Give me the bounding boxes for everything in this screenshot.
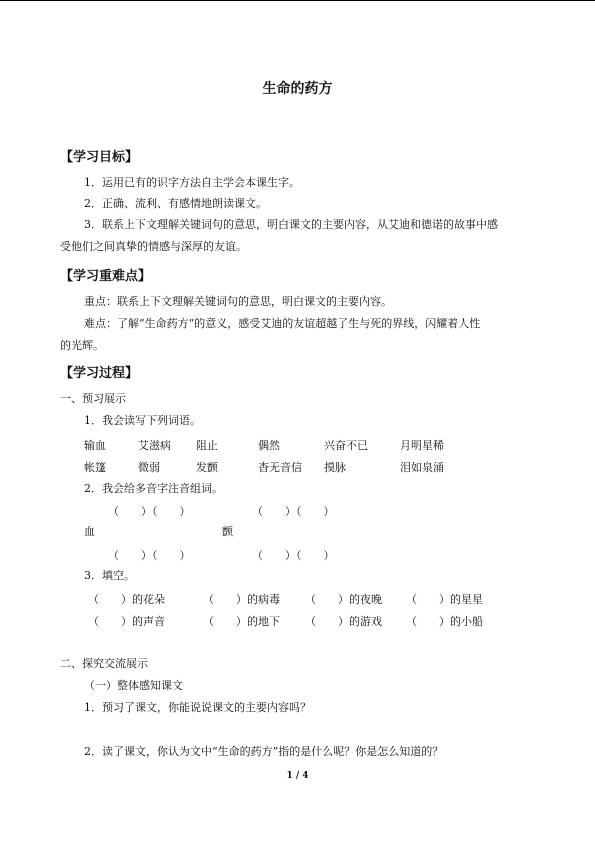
- page-number: 1 / 4: [286, 771, 309, 781]
- goal-item: 1．运用已有的识字方法自主学会本课生字。: [84, 176, 300, 189]
- fill-blank-item: （ ）的花朵: [88, 593, 165, 606]
- polyphone-char: 颤: [222, 525, 233, 538]
- difficulty-point-cont: 的光辉。: [60, 339, 104, 352]
- goals-heading: 【学习目标】: [60, 150, 139, 165]
- part-one-label: 一、预习展示: [60, 392, 126, 405]
- part-two-label: 二、探究交流展示: [60, 657, 148, 670]
- vocab-word: 摸脉: [324, 461, 346, 474]
- fill-blank-item: （ ）的夜晚: [305, 593, 382, 606]
- fill-blank-item: （ ）的地下: [203, 615, 280, 628]
- fill-blank-item: （ ）的病毒: [203, 593, 280, 606]
- fill-blank-item: （ ）的小船: [406, 615, 483, 628]
- fill-blank-item: （ ）的游戏: [305, 615, 382, 628]
- discussion-question-2: 2．读了课文，你认为文中“生命的药方”指的是什么呢？你是怎么知道的？: [84, 745, 444, 758]
- process-heading: 【学习过程】: [60, 366, 139, 381]
- question-2: 2．我会给多音字注音组词。: [84, 482, 223, 495]
- key-point: 重点：联系上下文理解关键词句的意思，明白课文的主要内容。: [84, 295, 392, 308]
- pinyin-blank: （ ）（ ）: [108, 549, 191, 562]
- header-rule: [0, 0, 595, 1]
- key-points-heading: 【学习重难点】: [60, 269, 152, 284]
- subsection-label: （一）整体感知课文: [84, 679, 183, 692]
- pinyin-blank: （ ）（ ）: [108, 505, 191, 518]
- pinyin-blank: （ ）（ ）: [252, 549, 335, 562]
- goal-item: 受他们之间真挚的情感与深厚的友谊。: [60, 240, 247, 253]
- vocab-word: 帐篷: [84, 461, 106, 474]
- vocab-word: 偶然: [258, 439, 280, 452]
- vocab-word: 发颤: [196, 461, 218, 474]
- vocab-word: 艾滋病: [138, 439, 171, 452]
- goal-item: 2．正确、流利、有感情地朗读课文。: [84, 197, 267, 210]
- vocab-word: 输血: [84, 439, 106, 452]
- discussion-question-1: 1．预习了课文，你能说说课文的主要内容吗？: [84, 701, 311, 714]
- pinyin-blank: （ ）（ ）: [252, 505, 335, 518]
- polyphone-char: 血: [84, 525, 95, 538]
- vocab-word: 微弱: [138, 461, 160, 474]
- question-3: 3．填空。: [84, 569, 135, 582]
- fill-blank-item: （ ）的声音: [88, 615, 165, 628]
- fill-blank-item: （ ）的星星: [406, 593, 483, 606]
- page-title: 生命的药方: [262, 81, 333, 97]
- vocab-word: 阻止: [196, 439, 218, 452]
- difficulty-point: 难点：了解“生命药方”的意义，感受艾迪的友谊超越了生与死的界线，闪耀着人性: [84, 317, 481, 330]
- question-1: 1．我会读写下列词语。: [84, 414, 201, 427]
- vocab-word: 杳无音信: [258, 461, 302, 474]
- vocab-word: 月明星稀: [400, 439, 444, 452]
- goal-item: 3．联系上下文理解关键词句的意思，明白课文的主要内容，从艾迪和德诺的故事中感: [84, 218, 498, 231]
- vocab-word: 泪如泉涌: [400, 461, 444, 474]
- vocab-word: 兴奋不已: [324, 439, 368, 452]
